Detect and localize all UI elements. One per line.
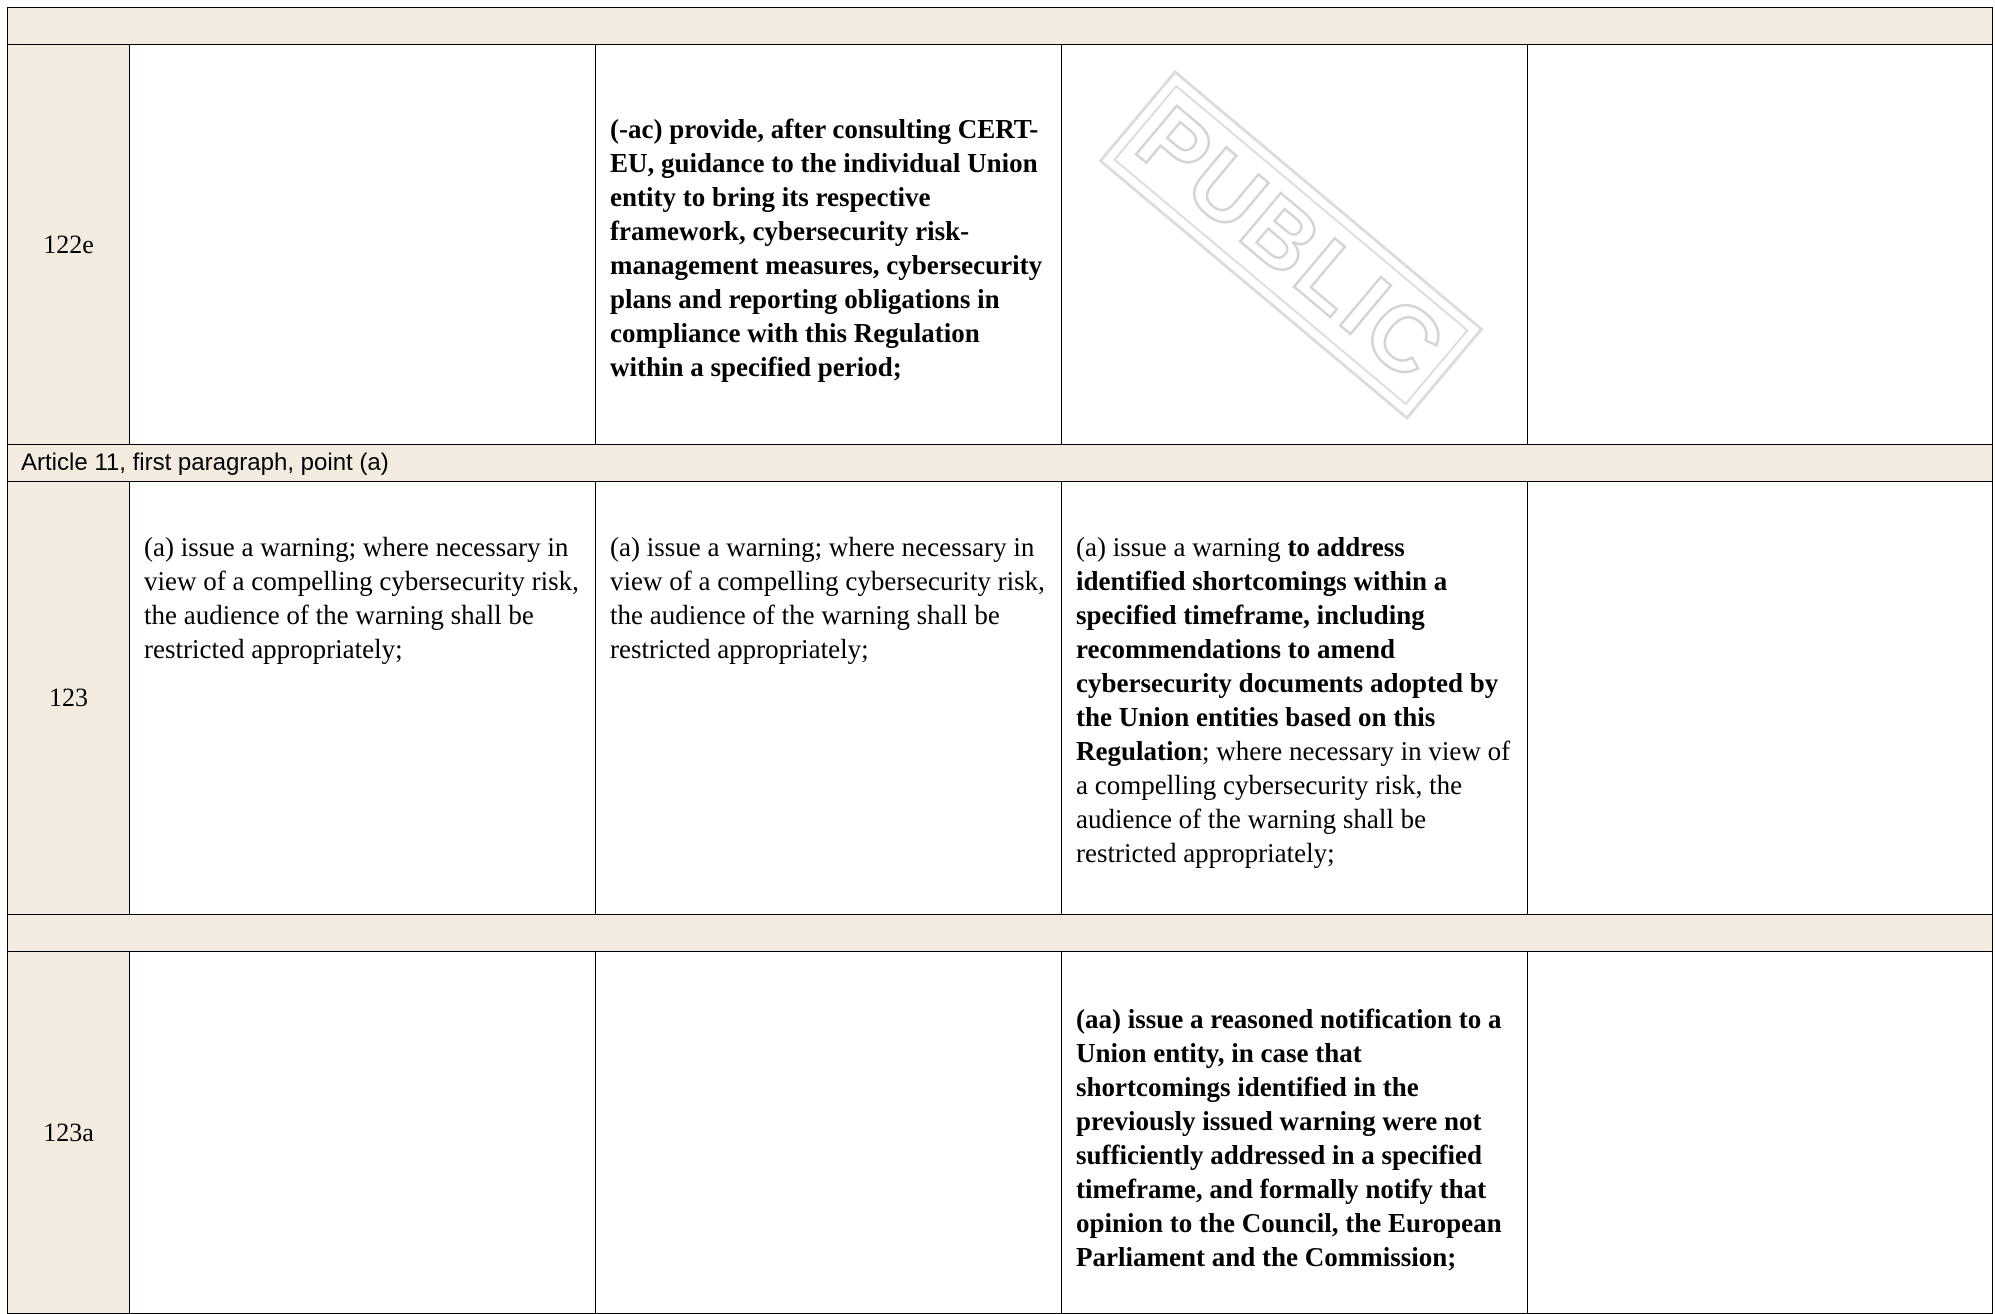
- compromise-cell: [1528, 482, 1993, 915]
- compromise-cell: [1528, 45, 1993, 445]
- table-row-122e: [8, 45, 1993, 445]
- four-column-comparison-table: [7, 7, 1993, 1314]
- amendment-text: (aa) issue a reasoned notification to a Union entity, in case that shortcomings identified in the previously issued warning were not sufficiently addressed in a specified timeframe, and formally notify that opinion to the Council, the European Parliament and the Commission;: [1076, 1004, 1502, 1272]
- section-band-label: [8, 915, 1993, 952]
- compromise-cell: [1528, 952, 1993, 1314]
- council-mandate-cell: [1062, 45, 1528, 445]
- parliament-mandate-cell: [596, 952, 1062, 1314]
- row-number: 123: [8, 482, 130, 915]
- row-number: 122e: [8, 45, 130, 445]
- section-band-label: Article 11, first paragraph, point (a): [8, 445, 1993, 482]
- watermark-text: PUBLIC: [1118, 87, 1465, 402]
- section-band-label: [8, 8, 1993, 45]
- council-mandate-cell: [1062, 952, 1528, 1314]
- parliament-mandate-cell: (a) issue a warning; where necessary in view of a compelling cybersecurity risk, the audience of the warning shall be restricted appropriately;: [596, 482, 1062, 915]
- row-number: 123a: [8, 952, 130, 1314]
- commission-proposal-cell: [130, 45, 596, 445]
- amendment-text: to address identified shortcomings within a specified timeframe, including recommendations to amend cybersecurity documents adopted by the Union entities based on this Regulation: [1076, 532, 1499, 766]
- amendment-text: (-ac) provide, after consulting CERT-EU, guidance to the individual Union entity to bring its respective framework, cybersecurity risk-management measures, cybersecurity plans and reporting obligations in compliance with this Regulation within a specified period;: [610, 113, 1043, 382]
- section-band-middle: [8, 915, 1993, 952]
- council-mandate-cell: [1062, 482, 1528, 915]
- parliament-mandate-cell: [596, 45, 1062, 445]
- text-run: (a) issue a warning: [1076, 532, 1288, 562]
- text-run: ; where necessary in view of a compelling cybersecurity risk, the audience of the warning shall be restricted appropriately;: [1076, 736, 1511, 868]
- table-row-123: [8, 482, 1993, 915]
- section-band-article-11-a: [8, 445, 1993, 482]
- table-row-123a: [8, 952, 1993, 1314]
- commission-proposal-cell: [130, 952, 596, 1314]
- commission-proposal-cell: (a) issue a warning; where necessary in view of a compelling cybersecurity risk, the audience of the warning shall be restricted appropriately;: [130, 482, 596, 915]
- section-band-top: [8, 8, 1993, 45]
